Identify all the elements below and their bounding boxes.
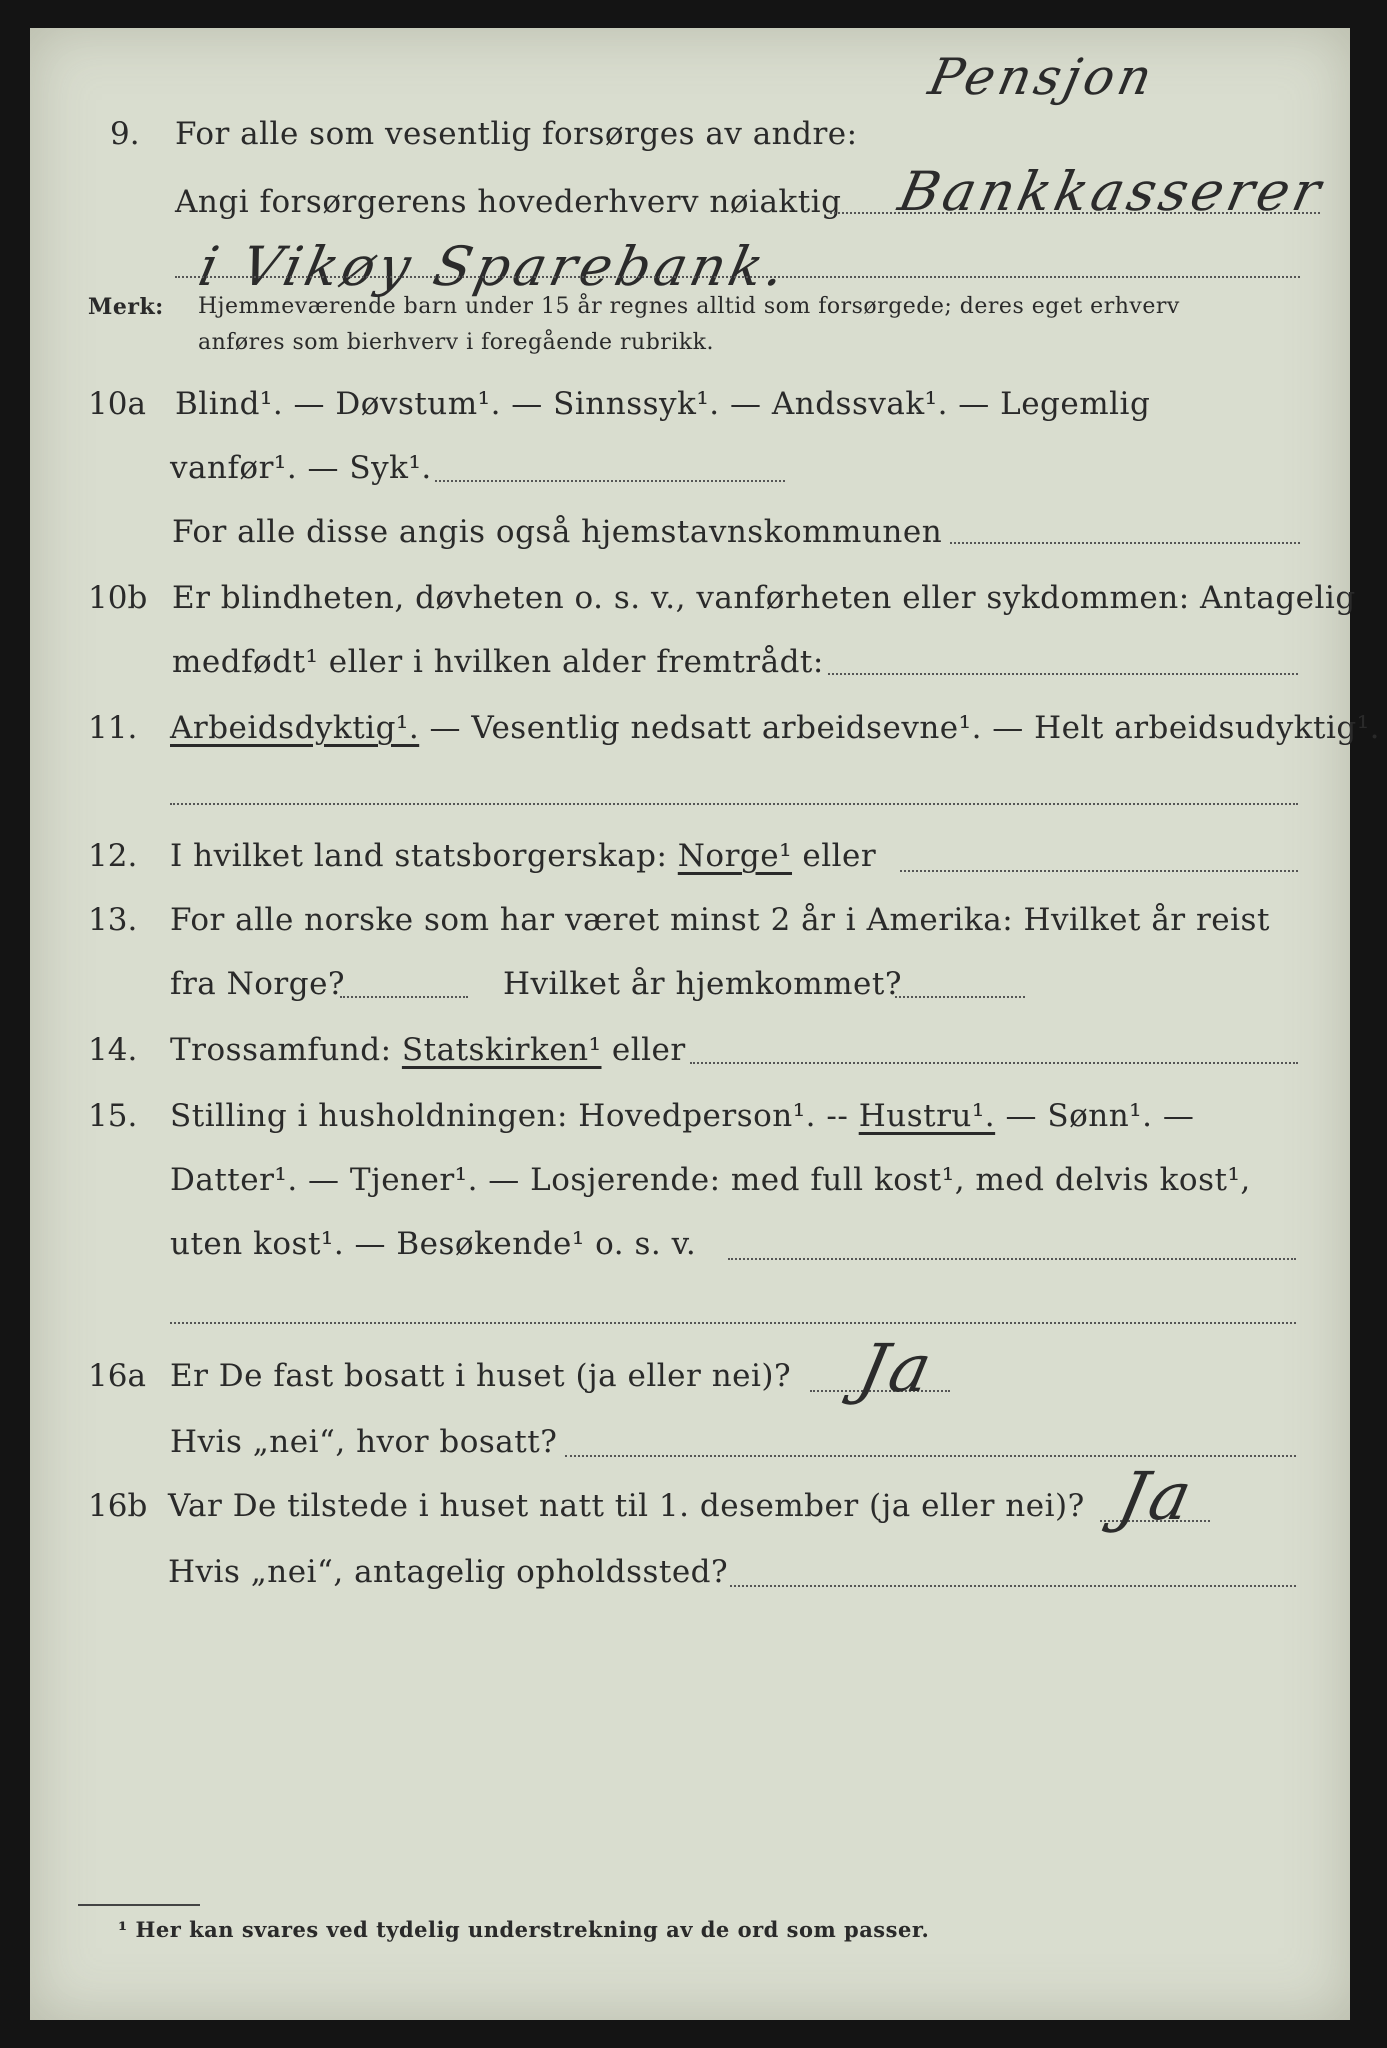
question-14-eller: eller [601, 1032, 686, 1068]
option-rest: — Vesentlig nedsatt arbeidsevne¹. — Helt arbeidsudyktig¹. [419, 710, 1381, 746]
handwritten-ja-16a: Ja [851, 1330, 942, 1407]
question-15-number: 15. [88, 1098, 138, 1134]
answer-line-13a [340, 996, 468, 998]
question-12-eller: eller [792, 838, 877, 874]
answer-line-10a-kommune [950, 542, 1300, 544]
question-10b-number: 10b [88, 580, 148, 616]
option-norge: Norge¹ [677, 838, 793, 874]
footnote-rule [78, 1904, 200, 1906]
answer-line-9b [175, 276, 1300, 278]
answer-line-16a-hvor [565, 1455, 1296, 1457]
question-9-line2: Angi forsørgerens hovederhverv nøiaktig [175, 184, 842, 220]
question-9-line1: For alle som vesentlig forsørges av andre: [175, 116, 858, 152]
answer-line-11 [170, 803, 1298, 805]
question-16b-number: 16b [88, 1488, 148, 1524]
question-10b-line1: Er blindheten, døvheten o. s. v., vanførheten eller sykdommen: Antagelig [172, 580, 1356, 616]
answer-line-15 [728, 1258, 1296, 1260]
question-14-text: Trossamfund: [170, 1032, 402, 1068]
question-15-text: Stilling i husholdningen: Hovedperson¹. -- [170, 1098, 859, 1134]
question-14-line [170, 1032, 686, 1068]
handwritten-occupation: Bankkasserer [893, 160, 1330, 223]
merk-line1: Hjemmeværende barn under 15 år regnes alltid som forsørgede; deres eget erhverv [198, 294, 1180, 319]
question-16a-line1: Er De fast bosatt i huset (ja eller nei)? [170, 1358, 792, 1394]
question-10a-line3: For alle disse angis også hjemstavnskommunen [172, 514, 943, 550]
question-15-text-end: — Sønn¹. — [995, 1098, 1195, 1134]
handwritten-pensjon: Pensjon [923, 48, 1161, 106]
answer-line-14 [690, 1062, 1298, 1064]
answer-line-13b [895, 996, 1025, 998]
question-10a-line1: Blind¹. — Døvstum¹. — Sinnssyk¹. — Andssvak¹. — Legemlig [175, 386, 1151, 422]
option-arbeidsdyktig: Arbeidsdyktig¹. [170, 710, 420, 746]
question-14-number: 14. [88, 1032, 138, 1068]
question-16a-line2: Hvis „nei“, hvor bosatt? [170, 1424, 558, 1460]
option-statskirken: Statskirken¹ [401, 1032, 602, 1068]
handwritten-employer: i Vikøy Sparebank. [193, 235, 795, 298]
question-16a-number: 16a [88, 1358, 146, 1394]
question-9-number: 9. [110, 116, 140, 152]
question-15-line1 [170, 1098, 1194, 1134]
question-12-line [170, 838, 876, 874]
answer-line-10b [828, 673, 1298, 675]
question-10a-number: 10a [88, 386, 146, 422]
answer-line-10a [435, 480, 785, 482]
question-16b-line1: Var De tilstede i huset natt til 1. desember (ja eller nei)? [168, 1488, 1085, 1524]
footnote: ¹ Her kan svares ved tydelig understrekning av de ord som passer. [118, 1917, 930, 1942]
question-15-line2: Datter¹. — Tjener¹. — Losjerende: med full kost¹, med delvis kost¹, [170, 1162, 1251, 1198]
merk-line2: anføres som bierhverv i foregående rubrikk. [198, 330, 715, 355]
answer-line-16b-sted [730, 1585, 1296, 1587]
question-13-number: 13. [88, 902, 138, 938]
question-15-line3: uten kost¹. — Besøkende¹ o. s. v. [170, 1226, 697, 1262]
option-hustru: Hustru¹. [858, 1098, 996, 1134]
question-11-options [170, 710, 1380, 746]
question-12-text: I hvilket land statsborgerskap: [170, 838, 678, 874]
census-form-page [30, 28, 1350, 2020]
question-16b-line2: Hvis „nei“, antagelig opholdssted? [168, 1554, 729, 1590]
answer-line-15b [170, 1322, 1296, 1324]
merk-label: Merk: [88, 294, 164, 320]
question-13-line2a: fra Norge? [170, 966, 346, 1002]
question-10a-line2: vanfør¹. — Syk¹. [170, 450, 432, 486]
question-13-line2b: Hvilket år hjemkommet? [503, 966, 902, 1002]
question-13-line1: For alle norske som har været minst 2 år i Amerika: Hvilket år reist [170, 902, 1270, 938]
handwritten-ja-16b: Ja [1111, 1458, 1202, 1535]
question-10b-line2: medfødt¹ eller i hvilken alder fremtrådt: [172, 644, 824, 680]
question-12-number: 12. [88, 838, 138, 874]
question-11-number: 11. [88, 710, 138, 746]
answer-line-12 [900, 870, 1298, 872]
